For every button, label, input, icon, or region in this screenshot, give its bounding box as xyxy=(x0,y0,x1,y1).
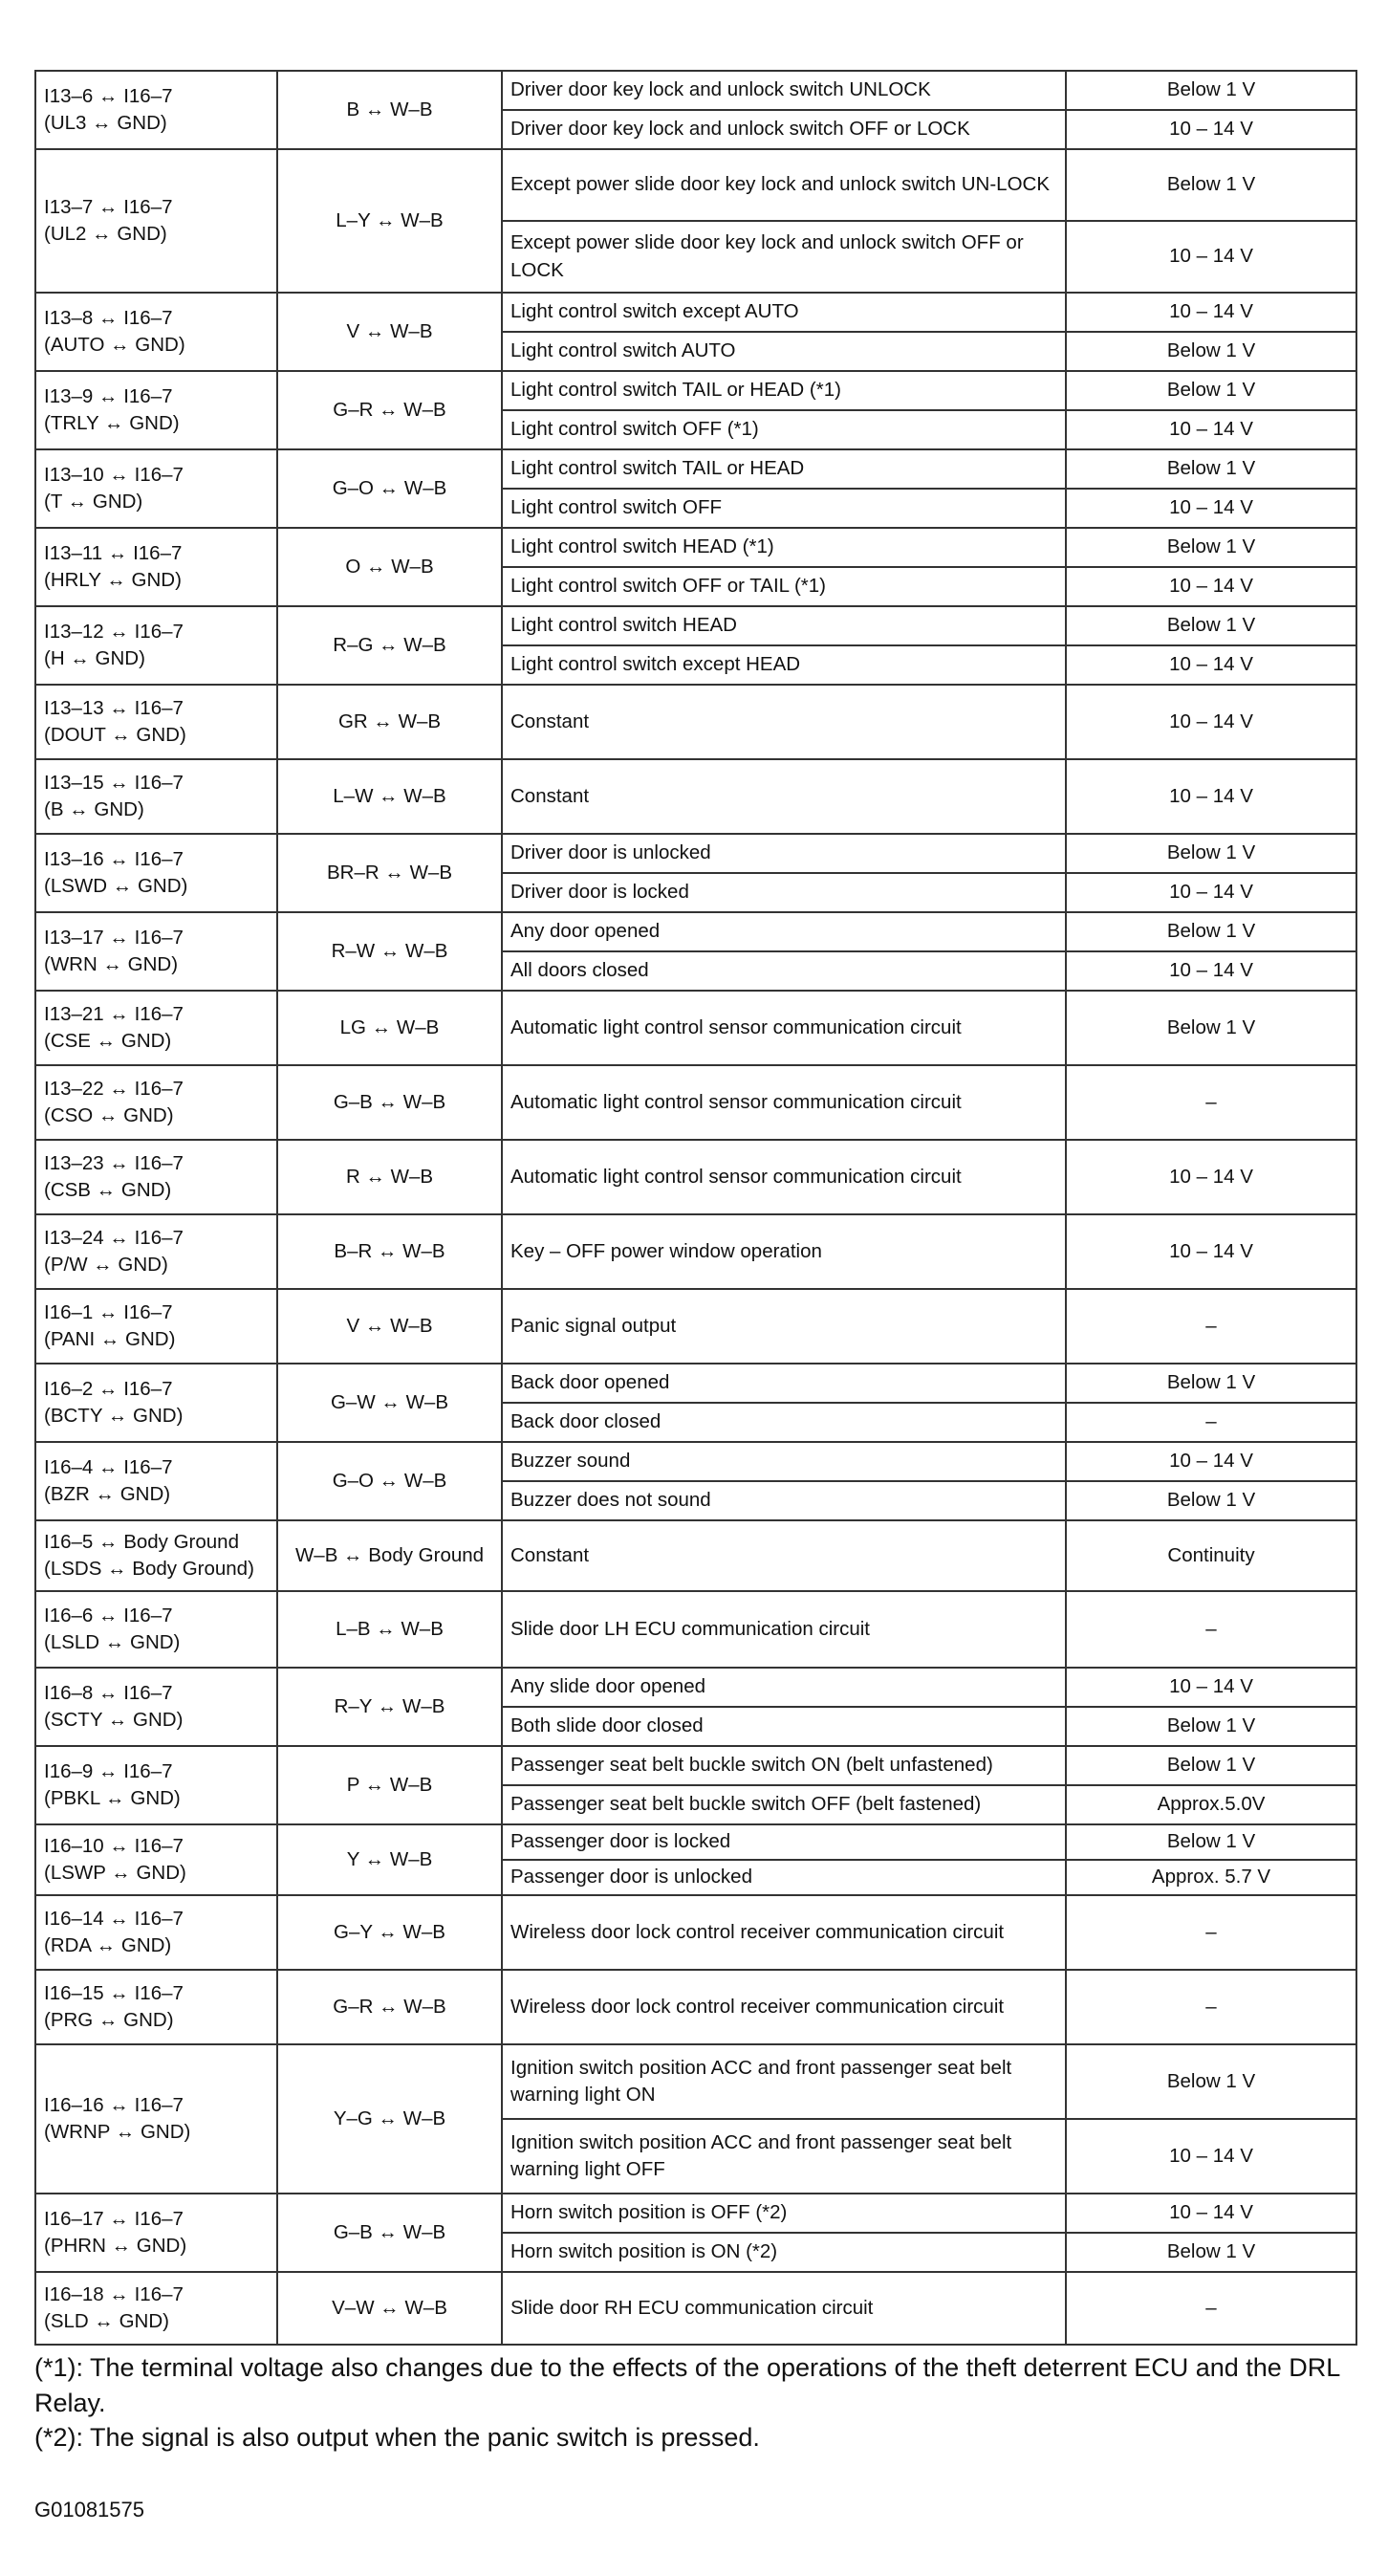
specified-condition-cell: 10 – 14 V xyxy=(1066,567,1356,606)
terminal-signal: (PANI ↔ GND) xyxy=(44,1328,176,1350)
condition-cell: Light control switch AUTO xyxy=(502,332,1066,371)
terminal-pins: I13–22 ↔ I16–7 xyxy=(44,1077,184,1100)
terminal-cell xyxy=(35,606,277,685)
terminal-cell xyxy=(35,1520,277,1591)
table-row xyxy=(35,1970,1356,2044)
terminal-pins: I13–21 ↔ I16–7 xyxy=(44,1002,184,1025)
condition-cell: Slide door RH ECU communication circuit xyxy=(502,2272,1066,2345)
terminal-cell xyxy=(35,1140,277,1214)
terminal-signal: (BZR ↔ GND) xyxy=(44,1483,171,1505)
footnote-2: (*2): The signal is also output when the panic switch is pressed. xyxy=(34,2423,760,2453)
condition-cell: Buzzer sound xyxy=(502,1442,1066,1481)
table-row xyxy=(35,606,1356,645)
condition-cell: Light control switch TAIL or HEAD xyxy=(502,449,1066,489)
footnote-1: (*1): The terminal voltage also changes due to the effects of the operations of the theft deterrent ECU and the DRL Relay. xyxy=(34,2353,1340,2417)
terminal-pins: I16–18 ↔ I16–7 xyxy=(44,2282,184,2305)
specified-condition-cell: 10 – 14 V xyxy=(1066,685,1356,759)
condition-cell: Any door opened xyxy=(502,912,1066,951)
specified-condition-cell: 10 – 14 V xyxy=(1066,221,1356,293)
terminal-signal: (WRN ↔ GND) xyxy=(44,953,179,975)
terminal-pins: I13–17 ↔ I16–7 xyxy=(44,926,184,949)
terminal-pins: I16–17 ↔ I16–7 xyxy=(44,2207,184,2230)
specified-condition-cell: Below 1 V xyxy=(1066,606,1356,645)
condition-cell: Passenger seat belt buckle switch ON (belt unfastened) xyxy=(502,1746,1066,1785)
specified-condition-cell: 10 – 14 V xyxy=(1066,645,1356,685)
specified-condition-cell: Below 1 V xyxy=(1066,834,1356,873)
wiring-color-cell: G–Y ↔ W–B xyxy=(277,1895,502,1970)
table-row xyxy=(35,1140,1356,1214)
terminal-signal: (BCTY ↔ GND) xyxy=(44,1405,184,1427)
specified-condition-cell: Below 1 V xyxy=(1066,528,1356,567)
wiring-color-cell: G–O ↔ W–B xyxy=(277,449,502,528)
terminal-pins: I13–11 ↔ I16–7 xyxy=(44,541,183,564)
condition-cell: Light control switch OFF (*1) xyxy=(502,410,1066,449)
condition-cell: Constant xyxy=(502,1520,1066,1591)
terminal-pins: I13–7 ↔ I16–7 xyxy=(44,195,173,218)
condition-cell: Driver door key lock and unlock switch UNLOCK xyxy=(502,71,1066,110)
specified-condition-cell: 10 – 14 V xyxy=(1066,489,1356,528)
wiring-color-cell: L–W ↔ W–B xyxy=(277,759,502,834)
terminal-spec-sheet xyxy=(34,70,1355,2346)
wiring-color-cell: V–W ↔ W–B xyxy=(277,2272,502,2345)
terminal-signal: (PBKL ↔ GND) xyxy=(44,1787,181,1809)
condition-cell: Automatic light control sensor communication circuit xyxy=(502,991,1066,1065)
terminal-cell xyxy=(35,1442,277,1520)
specified-condition-cell: Below 1 V xyxy=(1066,371,1356,410)
table-row xyxy=(35,1746,1356,1785)
terminal-signal: (HRLY ↔ GND) xyxy=(44,569,182,591)
terminal-pins: I16–2 ↔ I16–7 xyxy=(44,1377,173,1400)
wiring-color-cell: P ↔ W–B xyxy=(277,1746,502,1824)
terminal-cell xyxy=(35,1065,277,1140)
condition-cell: Automatic light control sensor communication circuit xyxy=(502,1065,1066,1140)
terminal-pins: I16–14 ↔ I16–7 xyxy=(44,1907,184,1930)
condition-cell: Key – OFF power window operation xyxy=(502,1214,1066,1289)
terminal-cell xyxy=(35,1824,277,1895)
table-row xyxy=(35,1065,1356,1140)
terminal-cell xyxy=(35,2272,277,2345)
table-row xyxy=(35,449,1356,489)
terminal-pins: I13–23 ↔ I16–7 xyxy=(44,1151,184,1174)
wiring-color-cell: V ↔ W–B xyxy=(277,1289,502,1364)
terminal-signal: (CSB ↔ GND) xyxy=(44,1179,172,1201)
condition-cell: Horn switch position is OFF (*2) xyxy=(502,2194,1066,2233)
terminal-pins: I16–16 ↔ I16–7 xyxy=(44,2093,184,2116)
wiring-color-cell: O ↔ W–B xyxy=(277,528,502,606)
terminal-cell xyxy=(35,1591,277,1668)
specified-condition-cell: 10 – 14 V xyxy=(1066,1668,1356,1707)
specified-condition-cell: Continuity xyxy=(1066,1520,1356,1591)
condition-cell: Horn switch position is ON (*2) xyxy=(502,2233,1066,2272)
terminal-cell xyxy=(35,1289,277,1364)
condition-cell: Ignition switch position ACC and front passenger seat belt warning light OFF xyxy=(502,2119,1066,2194)
condition-cell: Constant xyxy=(502,759,1066,834)
terminal-signal: (AUTO ↔ GND) xyxy=(44,334,185,356)
condition-cell: Any slide door opened xyxy=(502,1668,1066,1707)
terminal-pins: I13–10 ↔ I16–7 xyxy=(44,463,184,486)
wiring-color-cell: L–B ↔ W–B xyxy=(277,1591,502,1668)
condition-cell: Light control switch TAIL or HEAD (*1) xyxy=(502,371,1066,410)
condition-cell: Both slide door closed xyxy=(502,1707,1066,1746)
terminal-cell xyxy=(35,1895,277,1970)
terminal-pins: I13–8 ↔ I16–7 xyxy=(44,306,173,329)
terminal-cell xyxy=(35,293,277,371)
specified-condition-cell: 10 – 14 V xyxy=(1066,1442,1356,1481)
specified-condition-cell: 10 – 14 V xyxy=(1066,759,1356,834)
table-row xyxy=(35,1591,1356,1668)
condition-cell: Back door opened xyxy=(502,1364,1066,1403)
wiring-color-cell: G–O ↔ W–B xyxy=(277,1442,502,1520)
terminal-signal: (H ↔ GND) xyxy=(44,647,145,669)
table-row xyxy=(35,149,1356,221)
specified-condition-cell: 10 – 14 V xyxy=(1066,1140,1356,1214)
condition-cell: Wireless door lock control receiver communication circuit xyxy=(502,1895,1066,1970)
table-row xyxy=(35,1442,1356,1481)
wiring-color-cell: Y ↔ W–B xyxy=(277,1824,502,1895)
terminal-pins: I16–1 ↔ I16–7 xyxy=(44,1300,173,1323)
specified-condition-cell: 10 – 14 V xyxy=(1066,293,1356,332)
wiring-color-cell: G–R ↔ W–B xyxy=(277,371,502,449)
terminal-signal: (UL2 ↔ GND) xyxy=(44,223,167,245)
terminal-signal: (PHRN ↔ GND) xyxy=(44,2235,187,2257)
terminal-cell xyxy=(35,71,277,149)
condition-cell: Automatic light control sensor communication circuit xyxy=(502,1140,1066,1214)
terminal-signal: (LSWP ↔ GND) xyxy=(44,1862,186,1884)
terminal-pins: I16–6 ↔ I16–7 xyxy=(44,1604,173,1626)
specified-condition-cell: – xyxy=(1066,2272,1356,2345)
condition-cell: Except power slide door key lock and unlock switch OFF or LOCK xyxy=(502,221,1066,293)
terminal-cell xyxy=(35,912,277,991)
wiring-color-cell: G–B ↔ W–B xyxy=(277,1065,502,1140)
specified-condition-cell: Below 1 V xyxy=(1066,2233,1356,2272)
wiring-color-cell: G–R ↔ W–B xyxy=(277,1970,502,2044)
wiring-color-cell: R–W ↔ W–B xyxy=(277,912,502,991)
wiring-color-cell: G–W ↔ W–B xyxy=(277,1364,502,1442)
terminal-cell xyxy=(35,991,277,1065)
table-row xyxy=(35,759,1356,834)
terminal-signal: (LSDS ↔ Body Ground) xyxy=(44,1558,254,1580)
table-row xyxy=(35,991,1356,1065)
terminal-signal: (SCTY ↔ GND) xyxy=(44,1709,184,1731)
terminal-cell xyxy=(35,759,277,834)
specified-condition-cell: Below 1 V xyxy=(1066,1824,1356,1860)
terminal-cell xyxy=(35,371,277,449)
terminal-pins: I13–6 ↔ I16–7 xyxy=(44,84,173,107)
wiring-color-cell: L–Y ↔ W–B xyxy=(277,149,502,293)
specified-condition-cell: Approx. 5.7 V xyxy=(1066,1860,1356,1895)
specified-condition-cell: – xyxy=(1066,1065,1356,1140)
terminal-cell xyxy=(35,1214,277,1289)
condition-cell: Ignition switch position ACC and front passenger seat belt warning light ON xyxy=(502,2044,1066,2119)
specified-condition-cell: Below 1 V xyxy=(1066,912,1356,951)
terminal-cell xyxy=(35,2194,277,2272)
condition-cell: Driver door is unlocked xyxy=(502,834,1066,873)
table-row xyxy=(35,71,1356,110)
terminal-cell xyxy=(35,1746,277,1824)
specified-condition-cell: – xyxy=(1066,1895,1356,1970)
specified-condition-cell: Below 1 V xyxy=(1066,1364,1356,1403)
terminal-signal: (CSO ↔ GND) xyxy=(44,1104,174,1126)
terminal-signal: (UL3 ↔ GND) xyxy=(44,112,167,134)
table-row xyxy=(35,2272,1356,2345)
terminal-cell xyxy=(35,149,277,293)
table-row xyxy=(35,1520,1356,1591)
condition-cell: Constant xyxy=(502,685,1066,759)
wiring-color-cell: Y–G ↔ W–B xyxy=(277,2044,502,2194)
condition-cell: Except power slide door key lock and unlock switch UN-LOCK xyxy=(502,149,1066,221)
terminal-signal: (WRNP ↔ GND) xyxy=(44,2121,191,2143)
table-row xyxy=(35,1364,1356,1403)
table-row xyxy=(35,1668,1356,1707)
condition-cell: Light control switch HEAD (*1) xyxy=(502,528,1066,567)
terminal-cell xyxy=(35,1970,277,2044)
terminal-cell xyxy=(35,1364,277,1442)
terminal-pins: I13–24 ↔ I16–7 xyxy=(44,1226,184,1249)
terminal-signal: (LSLD ↔ GND) xyxy=(44,1631,181,1653)
specified-condition-cell: Below 1 V xyxy=(1066,71,1356,110)
specified-condition-cell: – xyxy=(1066,1289,1356,1364)
specified-condition-cell: 10 – 14 V xyxy=(1066,2194,1356,2233)
wiring-color-cell: GR ↔ W–B xyxy=(277,685,502,759)
wiring-color-cell: R ↔ W–B xyxy=(277,1140,502,1214)
specified-condition-cell: Below 1 V xyxy=(1066,1481,1356,1520)
condition-cell: Wireless door lock control receiver communication circuit xyxy=(502,1970,1066,2044)
terminal-signal: (DOUT ↔ GND) xyxy=(44,724,186,746)
condition-cell: Panic signal output xyxy=(502,1289,1066,1364)
specified-condition-cell: 10 – 14 V xyxy=(1066,951,1356,991)
terminal-signal: (P/W ↔ GND) xyxy=(44,1254,168,1276)
wiring-color-cell: LG ↔ W–B xyxy=(277,991,502,1065)
terminal-cell xyxy=(35,685,277,759)
terminal-pins: I13–9 ↔ I16–7 xyxy=(44,384,173,407)
terminal-pins: I13–15 ↔ I16–7 xyxy=(44,771,184,794)
terminal-cell xyxy=(35,449,277,528)
condition-cell: Slide door LH ECU communication circuit xyxy=(502,1591,1066,1668)
wiring-color-cell: W–B ↔ Body Ground xyxy=(277,1520,502,1591)
specified-condition-cell: Below 1 V xyxy=(1066,2044,1356,2119)
condition-cell: Passenger seat belt buckle switch OFF (belt fastened) xyxy=(502,1785,1066,1824)
table-row xyxy=(35,528,1356,567)
terminal-signal: (RDA ↔ GND) xyxy=(44,1934,172,1956)
terminal-pins: I16–10 ↔ I16–7 xyxy=(44,1834,184,1857)
terminal-signal: (TRLY ↔ GND) xyxy=(44,412,180,434)
specified-condition-cell: Below 1 V xyxy=(1066,149,1356,221)
condition-cell: Passenger door is locked xyxy=(502,1824,1066,1860)
table-row xyxy=(35,685,1356,759)
terminal-signal: (T ↔ GND) xyxy=(44,491,143,513)
condition-cell: Light control switch except HEAD xyxy=(502,645,1066,685)
specified-condition-cell: Below 1 V xyxy=(1066,1746,1356,1785)
terminal-signal: (LSWD ↔ GND) xyxy=(44,875,188,897)
condition-cell: Light control switch except AUTO xyxy=(502,293,1066,332)
table-row xyxy=(35,2044,1356,2119)
wiring-color-cell: B ↔ W–B xyxy=(277,71,502,149)
terminal-pins: I16–4 ↔ I16–7 xyxy=(44,1455,173,1478)
specified-condition-cell: 10 – 14 V xyxy=(1066,410,1356,449)
wiring-color-cell: R–G ↔ W–B xyxy=(277,606,502,685)
condition-cell: Light control switch OFF xyxy=(502,489,1066,528)
terminal-spec-table xyxy=(34,70,1357,2346)
wiring-color-cell: B–R ↔ W–B xyxy=(277,1214,502,1289)
table-row xyxy=(35,1214,1356,1289)
condition-cell: Back door closed xyxy=(502,1403,1066,1442)
terminal-pins: I13–16 ↔ I16–7 xyxy=(44,847,184,870)
specified-condition-cell: – xyxy=(1066,1970,1356,2044)
specified-condition-cell: 10 – 14 V xyxy=(1066,2119,1356,2194)
wiring-color-cell: BR–R ↔ W–B xyxy=(277,834,502,912)
terminal-cell xyxy=(35,2044,277,2194)
condition-cell: Light control switch HEAD xyxy=(502,606,1066,645)
wiring-color-cell: V ↔ W–B xyxy=(277,293,502,371)
terminal-cell xyxy=(35,528,277,606)
condition-cell: Driver door key lock and unlock switch OFF or LOCK xyxy=(502,110,1066,149)
wiring-color-cell: G–B ↔ W–B xyxy=(277,2194,502,2272)
condition-cell: Buzzer does not sound xyxy=(502,1481,1066,1520)
table-row xyxy=(35,293,1356,332)
table-row xyxy=(35,1289,1356,1364)
specified-condition-cell: Below 1 V xyxy=(1066,991,1356,1065)
condition-cell: Light control switch OFF or TAIL (*1) xyxy=(502,567,1066,606)
specified-condition-cell: Below 1 V xyxy=(1066,332,1356,371)
table-row xyxy=(35,2194,1356,2233)
terminal-signal: (SLD ↔ GND) xyxy=(44,2310,169,2332)
terminal-pins: I13–12 ↔ I16–7 xyxy=(44,620,184,643)
terminal-signal: (CSE ↔ GND) xyxy=(44,1030,172,1052)
specified-condition-cell: 10 – 14 V xyxy=(1066,110,1356,149)
terminal-pins: I16–5 ↔ Body Ground xyxy=(44,1530,239,1553)
terminal-cell xyxy=(35,1668,277,1746)
terminal-pins: I16–9 ↔ I16–7 xyxy=(44,1759,173,1782)
table-row xyxy=(35,1895,1356,1970)
specified-condition-cell: 10 – 14 V xyxy=(1066,873,1356,912)
condition-cell: All doors closed xyxy=(502,951,1066,991)
specified-condition-cell: Below 1 V xyxy=(1066,1707,1356,1746)
condition-cell: Passenger door is unlocked xyxy=(502,1860,1066,1895)
terminal-pins: I16–15 ↔ I16–7 xyxy=(44,1981,184,2004)
specified-condition-cell: – xyxy=(1066,1591,1356,1668)
terminal-signal: (B ↔ GND) xyxy=(44,798,144,820)
specified-condition-cell: 10 – 14 V xyxy=(1066,1214,1356,1289)
specified-condition-cell: – xyxy=(1066,1403,1356,1442)
footnotes xyxy=(34,2350,1373,2456)
terminal-pins: I13–13 ↔ I16–7 xyxy=(44,696,184,719)
wiring-color-cell: R–Y ↔ W–B xyxy=(277,1668,502,1746)
specified-condition-cell: Below 1 V xyxy=(1066,449,1356,489)
figure-code: G01081575 xyxy=(34,2498,144,2521)
terminal-cell xyxy=(35,834,277,912)
table-row xyxy=(35,1824,1356,1860)
table-row xyxy=(35,371,1356,410)
specified-condition-cell: Approx.5.0V xyxy=(1066,1785,1356,1824)
table-row xyxy=(35,912,1356,951)
terminal-pins: I16–8 ↔ I16–7 xyxy=(44,1681,173,1704)
table-row xyxy=(35,834,1356,873)
condition-cell: Driver door is locked xyxy=(502,873,1066,912)
terminal-signal: (PRG ↔ GND) xyxy=(44,2009,174,2031)
